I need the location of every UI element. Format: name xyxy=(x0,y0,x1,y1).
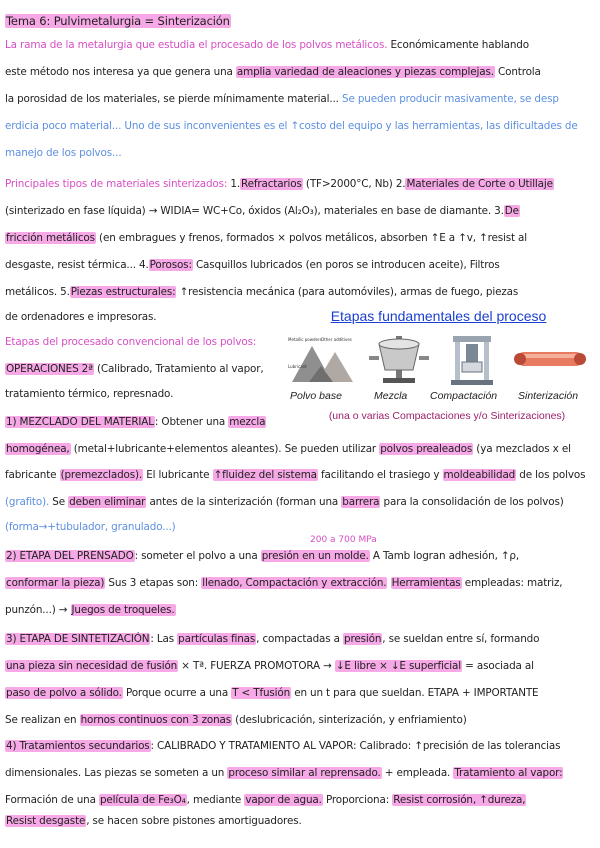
note-text: punzón...) → xyxy=(5,604,71,616)
highlighted-text: paso de polvo a sólido. xyxy=(6,687,122,699)
highlighted-text: Tratamiento al vapor: xyxy=(454,767,563,779)
note-line xyxy=(5,229,596,247)
note-text: (deslubricación, sinterización, y enfriamiento) xyxy=(232,714,467,726)
highlighted-text: homogénea, xyxy=(6,443,70,455)
highlighted-text: proceso similar al reprensado. xyxy=(228,767,381,779)
note-text: metálicos. 5. xyxy=(5,286,70,298)
figure-title: Etapas fundamentales del proceso xyxy=(330,308,547,324)
caption-compaction: Compactación xyxy=(430,390,498,402)
note-text: , se hacen sobre pistones amortiguadores. xyxy=(86,815,302,827)
mixer-image xyxy=(369,332,429,387)
note-text: , mediante xyxy=(186,794,245,806)
note-text: : someter el polvo a una xyxy=(134,550,261,562)
note-line xyxy=(5,413,282,431)
highlighted-text: Refractarios xyxy=(241,178,302,190)
note-line xyxy=(5,601,596,619)
note-text: + empleada. xyxy=(381,767,454,779)
highlighted-text: ↓E libre × ↓E superficial xyxy=(335,660,462,672)
figure-note: (una o varias Compactaciones y/o Sinterizaciones) xyxy=(328,410,566,422)
highlighted-text: llenado, Compactación y extracción. xyxy=(202,577,387,589)
note-text: ↑resistencia mecánica (para automóviles), armas de fuego, piezas xyxy=(176,286,519,298)
process-figure xyxy=(287,306,590,440)
caption-powder-base: Polvo base xyxy=(290,390,342,402)
note-text: (ya mezclados x el xyxy=(473,443,571,455)
highlighted-text: partículas finas xyxy=(178,633,256,645)
blue-text: erdicia poco material... Uno de sus inconvenientes es el ↑costo del equipo y las herramientas, las dificultades de xyxy=(5,120,578,132)
note-text: Económicamente hablando xyxy=(387,39,529,51)
note-text: Proporciona: xyxy=(322,794,393,806)
note-line xyxy=(5,630,596,648)
inset-label-additives: Other additives xyxy=(321,337,352,342)
highlighted-text: conformar la pieza) xyxy=(6,577,105,589)
highlighted-text: Resist desgaste xyxy=(6,815,86,827)
note-text: la porosidad de los materiales, se pierde mínimamente material... xyxy=(5,93,342,105)
note-text: Se realizan en xyxy=(5,714,80,726)
note-text: (metal+lubricante+elementos aleantes). Se pueden utilizar xyxy=(70,443,380,455)
pink-text: La rama de la metalurgia que estudia el procesado de los polvos metálicos. xyxy=(5,39,388,51)
highlighted-text: presión en un molde. xyxy=(261,550,369,562)
highlighted-text: T < Tfusión xyxy=(232,687,291,699)
compaction-press-image xyxy=(447,332,497,387)
note-text: , compactadas a xyxy=(256,633,344,645)
note-line xyxy=(5,90,596,108)
note-text: × Tª. FUERZA PROMOTORA → xyxy=(178,660,335,672)
note-text: de ordenadores e impresoras. xyxy=(5,311,157,323)
blue-text: (forma→+tubulador, granulado...) xyxy=(5,521,176,533)
note-text: A Tamb logran adhesión, ↑ρ, xyxy=(369,550,520,562)
note-text: en un t para que sueldan. ETAPA + IMPORTANTE xyxy=(291,687,539,699)
highlighted-text: polvos prealeados xyxy=(380,443,473,455)
note-line xyxy=(5,385,282,403)
highlighted-text: Juegos de troqueles. xyxy=(71,604,175,616)
note-line xyxy=(5,574,596,592)
note-text: Formación de una xyxy=(5,794,99,806)
blue-text: Se pueden producir masivamente, se desp xyxy=(342,93,559,105)
note-text: facilitando el trasiego y xyxy=(317,469,443,481)
note-line xyxy=(5,657,596,675)
highlighted-text: Resist corrosión, ↑dureza, xyxy=(393,794,526,806)
note-text: Sus 3 etapas son: xyxy=(105,577,202,589)
note-text: este método nos interesa ya que genera una xyxy=(5,66,236,78)
pink-text: Principales tipos de materiales sinterizados: xyxy=(5,178,228,190)
highlighted-text: 1) MEZCLADO DEL MATERIAL xyxy=(6,416,154,428)
note-line xyxy=(5,812,596,830)
highlighted-text: De xyxy=(504,205,519,217)
note-line xyxy=(5,440,596,458)
note-text: : Las xyxy=(150,633,178,645)
note-line xyxy=(5,256,596,274)
highlighted-text: barrera xyxy=(342,496,380,508)
highlighted-text: presión xyxy=(344,633,382,645)
note-line xyxy=(5,63,596,81)
note-line xyxy=(5,493,596,511)
note-line xyxy=(5,764,596,782)
note-text: dimensionales. Las piezas se someten a un xyxy=(5,767,228,779)
note-text: empleadas: matriz, xyxy=(461,577,563,589)
blue-text: manejo de los polvos... xyxy=(5,147,122,159)
highlighted-text: amplia variedad de aleaciones y piezas complejas. xyxy=(236,66,494,78)
highlighted-text: Tema 6: Pulvimetalurgia = Sinterización xyxy=(6,14,230,28)
highlighted-text: (premezclados). xyxy=(60,469,143,481)
blue-text: (grafito). xyxy=(5,496,50,508)
note-line xyxy=(5,737,596,755)
note-line xyxy=(5,360,282,378)
caption-mixing: Mezcla xyxy=(374,390,408,402)
note-text: (sinterizado en fase líquida) → WIDIA= WC+Co, óxidos (Al₂O₃), materiales en base de diamante. 3. xyxy=(5,205,504,217)
note-text: Porque ocurre a una xyxy=(122,687,232,699)
note-text: : CALIBRADO Y TRATAMIENTO AL VAPOR: Calibrado: ↑precisión de las tolerancias xyxy=(150,740,561,752)
highlighted-text: deben eliminar xyxy=(69,496,146,508)
note-line xyxy=(5,684,596,702)
pink-text: Etapas del procesado convencional de los polvos: xyxy=(5,336,257,348)
highlighted-text: vapor de agua. xyxy=(245,794,322,806)
note-line xyxy=(5,466,596,484)
highlighted-text: moldeabilidad xyxy=(443,469,516,481)
highlighted-text: una pieza sin necesidad de fusión xyxy=(6,660,178,672)
note-line xyxy=(5,518,596,536)
note-text: Controla xyxy=(494,66,541,78)
note-text: Casquillos lubricados (en poros se introducen aceite), Filtros xyxy=(192,259,500,271)
note-line xyxy=(5,175,596,193)
note-text: de los polvos xyxy=(516,469,586,481)
note-text: (en embragues y frenos, formados × polvos metálicos, absorben ↑E a ↑v, ↑resist al xyxy=(95,232,528,244)
note-text: tratamiento térmico, represnado. xyxy=(5,388,174,400)
note-line xyxy=(5,711,596,729)
note-line xyxy=(5,36,596,54)
highlighted-text: fricción metálicos xyxy=(6,232,95,244)
note-text: desgaste, resist térmica... 4. xyxy=(5,259,149,271)
sintering-furnace-image xyxy=(513,332,587,387)
powder-base-image xyxy=(287,332,357,387)
note-line xyxy=(5,547,596,565)
note-text: para la consolidación de los polvos) xyxy=(380,496,564,508)
note-line xyxy=(5,791,596,809)
note-line xyxy=(5,283,596,301)
highlighted-text: OPERACIONES 2ª xyxy=(6,363,93,375)
highlighted-text: Piezas estructurales: xyxy=(70,286,176,298)
caption-sintering: Sinterización xyxy=(518,390,579,402)
note-line xyxy=(5,202,596,220)
highlighted-text: película de Fe₃O₄ xyxy=(99,794,186,806)
note-text: : Obtener una xyxy=(154,416,229,428)
note-line xyxy=(5,117,596,135)
highlighted-text: mezcla xyxy=(229,416,266,428)
note-line xyxy=(5,12,596,30)
note-text: 1. xyxy=(227,178,241,190)
highlighted-text: Porosos: xyxy=(149,259,192,271)
highlighted-text: Herramientas xyxy=(391,577,461,589)
note-text: (Calibrado, Tratamiento al vapor, xyxy=(93,363,264,375)
inset-label-metallic: Metallic powders xyxy=(288,337,322,342)
note-text: fabricante xyxy=(5,469,60,481)
inset-label-lubricant: Lubricant xyxy=(288,364,307,369)
highlighted-text: 4) Tratamientos secundarios xyxy=(6,740,150,752)
pressure-annotation: 200 a 700 MPa xyxy=(310,535,377,545)
note-text: = asociada al xyxy=(462,660,534,672)
note-line xyxy=(5,333,282,351)
highlighted-text: hornos continuos con 3 zonas xyxy=(80,714,232,726)
note-text: antes de la sinterización (forman una xyxy=(146,496,342,508)
highlighted-text: ↑fluidez del sistema xyxy=(213,469,317,481)
note-text: , se sueldan entre sí, formando xyxy=(382,633,540,645)
note-text: (TF>2000°C, Nb) 2. xyxy=(302,178,406,190)
highlighted-text: 3) ETAPA DE SINTETIZACIÓN xyxy=(6,633,150,645)
note-text: Se xyxy=(49,496,69,508)
note-text: El lubricante xyxy=(143,469,213,481)
highlighted-text: Materiales de Corte o Utillaje xyxy=(406,178,553,190)
note-line xyxy=(5,144,596,162)
highlighted-text: 2) ETAPA DEL PRENSADO xyxy=(6,550,134,562)
